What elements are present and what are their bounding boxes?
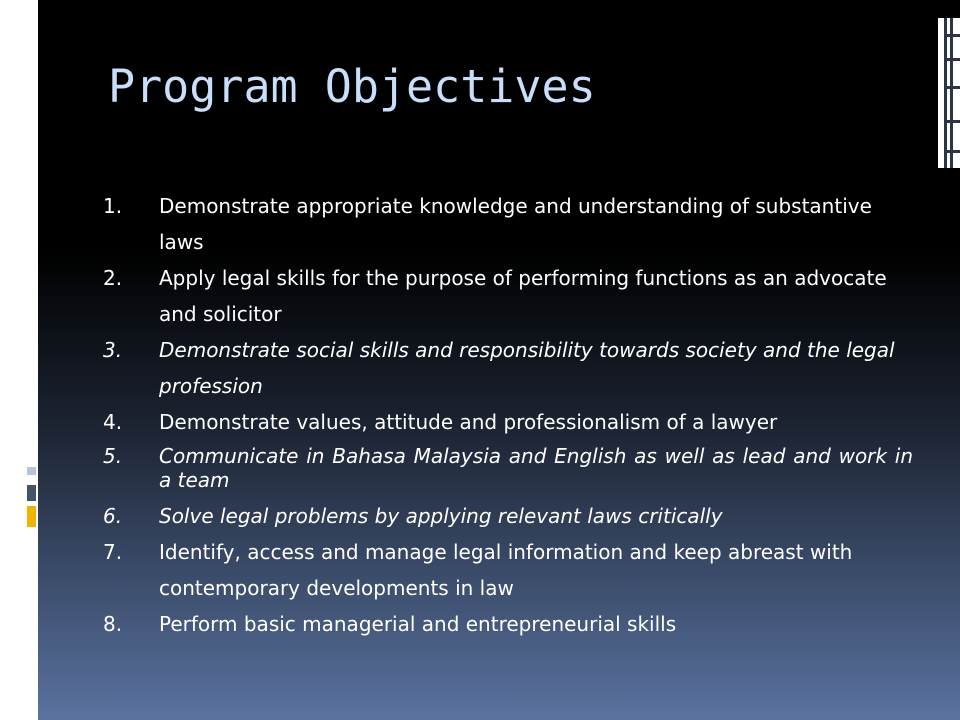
- objective-text: Perform basic managerial and entrepreneurial skills: [159, 612, 677, 636]
- objective-text: Demonstrate appropriate knowledge and understanding of substantive laws: [159, 194, 872, 254]
- objective-number: 4.: [103, 410, 123, 434]
- objective-text: Demonstrate social skills and responsibility towards society and the legal profession: [159, 338, 895, 398]
- objective-number: 2.: [103, 266, 123, 290]
- objective-number: 1.: [103, 194, 123, 218]
- objective-item: [103, 404, 913, 440]
- slide-title: Program Objectives: [108, 60, 596, 113]
- objective-text: Identify, access and manage legal information and keep abreast with contemporary developments in law: [159, 540, 853, 600]
- objective-item: [103, 444, 913, 492]
- accent-bar-gold: [27, 506, 36, 527]
- objective-item: [103, 606, 913, 642]
- objective-text: Apply legal skills for the purpose of performing functions as an advocate and solicitor: [159, 266, 887, 326]
- objective-number: 7.: [103, 540, 123, 564]
- objective-number: 3.: [103, 338, 123, 362]
- objective-item: [103, 534, 913, 606]
- objective-item: [103, 498, 913, 534]
- left-decor-strip: [0, 0, 38, 720]
- objective-text: Communicate in Bahasa Malaysia and English as well as lead and work in a team: [159, 444, 913, 492]
- objective-item: [103, 260, 913, 332]
- accent-bar-light: [27, 467, 36, 475]
- objective-text: Demonstrate values, attitude and professionalism of a lawyer: [159, 410, 778, 434]
- objective-item: [103, 332, 913, 404]
- objectives-list: [103, 188, 913, 642]
- objective-text: Solve legal problems by applying relevant laws critically: [159, 504, 723, 528]
- objective-item: [103, 188, 913, 260]
- objective-number: 5.: [103, 444, 123, 468]
- accent-bar-slate: [27, 485, 36, 501]
- objective-number: 6.: [103, 504, 123, 528]
- stacked-bars-icon: [938, 18, 960, 168]
- objective-number: 8.: [103, 612, 123, 636]
